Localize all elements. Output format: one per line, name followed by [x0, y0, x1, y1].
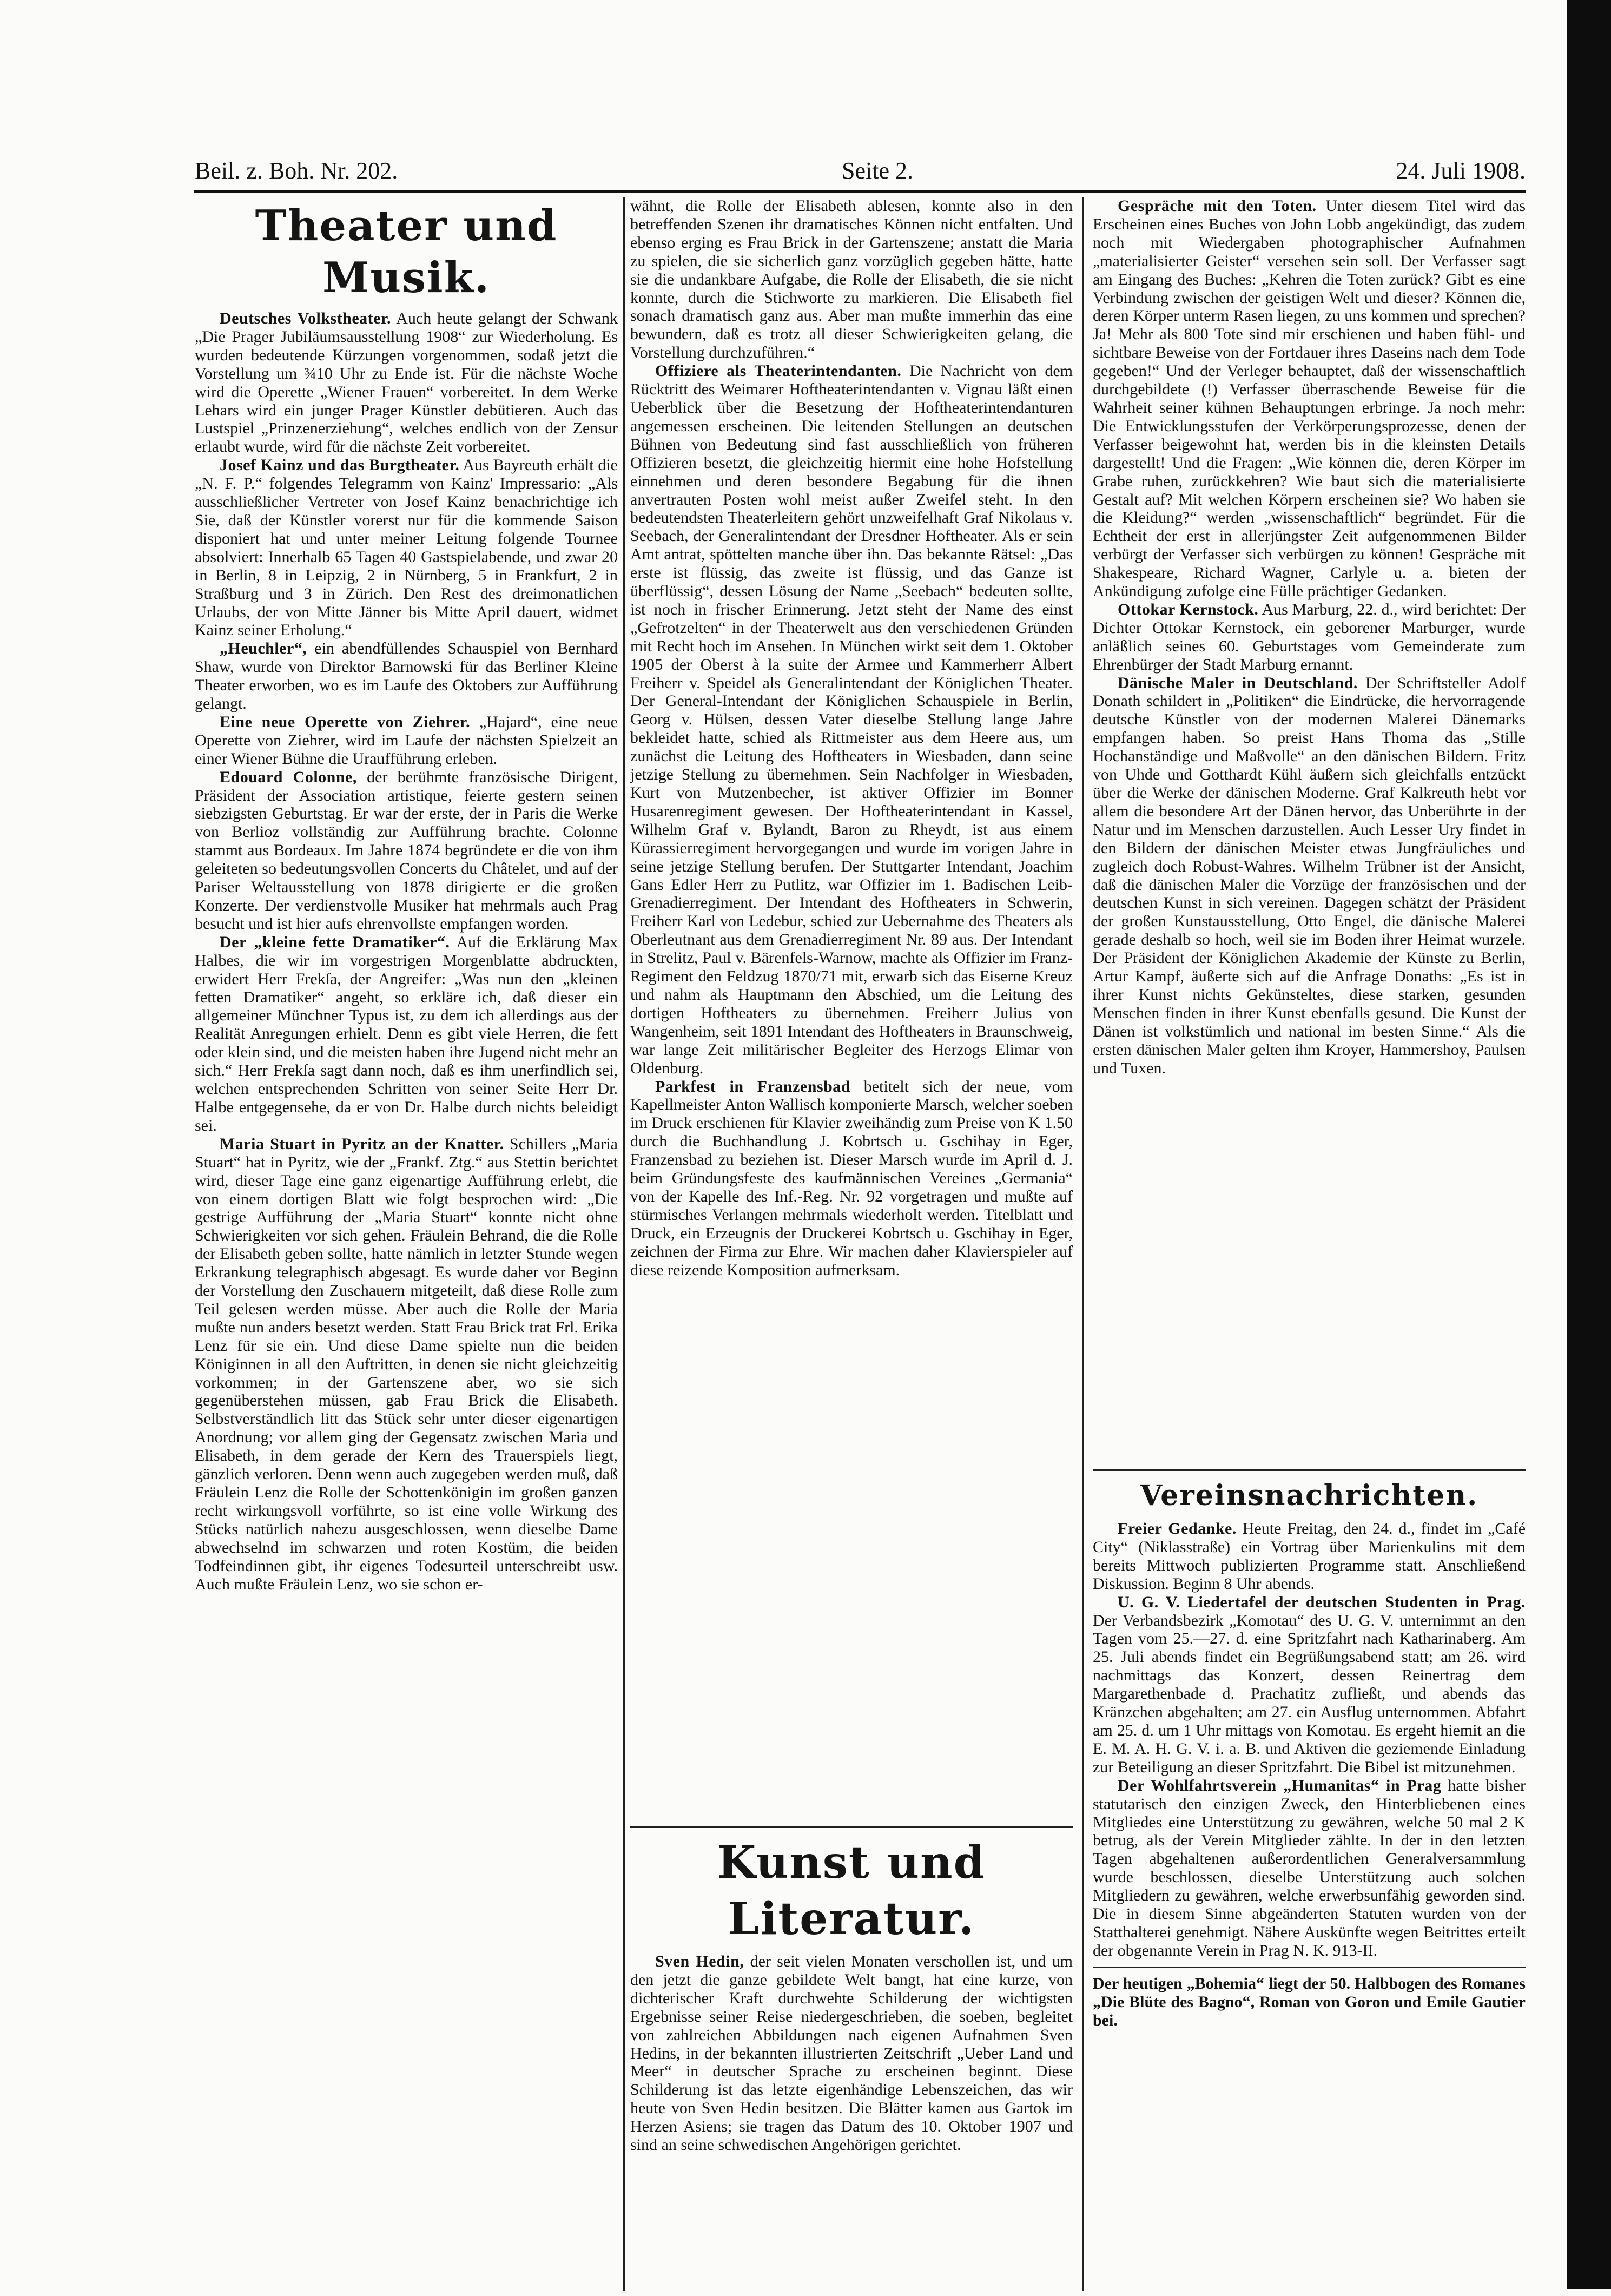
- article-text: der seit vielen Monaten verschollen ist, und um den jetzt die ganze gebildete Welt bangt, hat eine kurze, von dichterischer Kraft durchwehte Schilderung der wichtigsten Ergebnisse seiner Reise niedergeschrieben, die soeben, begleitet von zahlreichen Abbildungen nach eigenen Aufnahmen Sven Hedins, in der bekannten illustrierten Zeitschrift „Ueber Land und Meer“ in deutscher Sprache zu erscheinen beginnt. Diese Schilderung ist das letzte eigenhändige Lebenszeichen, das wir heute von Sven Hedin besitzen. Die Blätter kamen aus Gartok im Herzen Asiens; sie tragen das Datum des 10. Oktober 1907 und sind an seine schwedischen Angehörigen gerichtet.: [630, 1952, 1073, 2154]
- article-heading: Edouard Colonne,: [220, 768, 357, 786]
- article-heading: Gespräche mit den Toten.: [1118, 197, 1317, 215]
- article-text: der berühmte französische Dirigent, Präsident der Association artistique, feierte gestern seinen siebzigsten Geburtstag. Er war der erste, der in Paris die Werke von Berlioz vollständig zur Aufführung brachte. Colonne stammt aus Bordeaux. Im Jahre 1874 begründete er die von ihm geleiteten so bedeutungsvollen Concerts du Châtelet, und auf der Pariser Weltausstellung von 1878 dirigierte er die großen Konzerte. Der verdienstvolle Musiker hat mehrmals auch Prag besucht und ist hier aufs ehrenvollste empfangen worden.: [195, 768, 618, 933]
- article-heading: Freier Gedanke.: [1118, 1520, 1237, 1538]
- article-text: Die Nachricht von dem Rücktritt des Weimarer Hoftheaterintendanten v. Vignau läßt einen Ueberblick über die Besetzung der Hoftheaterintendanturen angemessen erscheinen. Die leitenden Stellungen an deutschen Bühnen von Bedeutung sind fast ausschließlich von früheren Offizieren besetzt, die gleichzeitig hiermit eine hohe Hofstellung einnehmen und deren besondere Begabung für die ihnen anvertrauten Posten wohl meist außer Zweifel steht. In den bedeutendsten Theaterleitern gehört unzweifelhaft Graf Nikolaus v. Seebach, der Generalintendant der Dresdner Hoftheater. Als er sein Amt antrat, spöttelten manche über ihn. Das bekannte Rätsel: „Das erste ist flüssig, das zweite ist flüssig, und das Ganze ist überflüssig“, dessen Lösung der Name „Seebach“ bedeuten sollte, ist noch in frischer Erinnerung. Jetzt steht der Name des einst „Gefrotzelten“ in der Theaterwelt aus den verschiedenen Gründen mit Recht hoch im Ansehen. In München wirkt seit dem 1. Oktober 1905 der Oberst à la suite der Armee und Kammerherr Albert Freiherr v. Speidel als Generalintendant der Königlichen Theater. Der General-Intendant der Königlichen Schauspiele in Berlin, Georg v. Hülsen, dessen Vater dieselbe Stellung lange Jahre bekleidet hatte, schied als Rittmeister aus dem Heere aus, um zunächst die Leitung des Hoftheaters in Wiesbaden, dann seine jetzige Stellung zu übernehmen. Sein Nachfolger in Wiesbaden, Kurt von Mutzenbecher, ist aktiver Offizier im Bonner Husarenregiment gewesen. Der Hoftheaterintendant in Kassel, Wilhelm Graf v. Bylandt, Baron zu Rheydt, ist aus einem Kürassierregiment hervorgegangen und wurde im vorigen Jahre in seine jetzige Stellung berufen. Der Stuttgarter Intendant, Joachim Gans Edler Herr zu Putlitz, war Offizier im 1. Badischen Leib-Grenadierregiment. Der Intendant des Hoftheaters in Schwerin, Freiherr Karl von Ledebur, schied zur Uebernahme des Theaters als Oberleutnant aus dem Grenadierregiment Nr. 89 aus. Der Intendant in Strelitz, Paul v. Bärenfels-Warnow, machte als Offizier im Franz-Regiment den Feldzug 1870/71 mit, erwarb sich das Eiserne Kreuz und nahm als Hauptmann den Abschied, um die Leitung des dortigen Hoftheaters zu übernehmen. Freiherr Julius von Wangenheim, seit 1891 Intendant des Hoftheaters in Braunschweig, war lange Zeit militärischer Begleiter des Herzogs Elimar von Oldenburg.: [630, 362, 1073, 1077]
- section-rule: [630, 1826, 1073, 1828]
- article-heading: Maria Stuart in Pyritz an der Knatter.: [220, 1134, 504, 1153]
- article-text: Der Verbandsbezirk „Komotau“ des U. G. V. unternimmt an den Tagen vom 25.—27. d. eine Spritzfahrt nach Katharinaberg. Am 25. Juli abends findet ein Begrüßungsabend statt; am 26. wird nachmittags das Konzert, dessen Reinertrag dem Margarethenbade d. Prachatitz zufließt, und abends das Kränzchen abgehalten; am 27. ein Ausflug unternommen. Abfahrt am 25. d. um 1 Uhr mittags von Komotau. Es ergeht hiemit an die E. M. A. H. G. V. i. a. B. und Aktiven die geziemende Einladung zur Beteiligung an dieser Spritzfahrt. Die Bibel ist mitzunehmen.: [1093, 1611, 1526, 1776]
- column-divider-1: [623, 197, 625, 2291]
- article: [1093, 1593, 1526, 1777]
- article: [195, 456, 618, 639]
- article-heading: Josef Kainz und das Burgtheater.: [220, 456, 460, 474]
- article-text: betitelt sich der neue, vom Kapellmeister Anton Wallisch komponierte Marsch, welcher soeben im Druck erschienen für Klavier zweihändig zum Preise von K 1.50 durch die Buchhandlung J. Kobrtsch u. Gschihay in Eger, Franzensbad zu beziehen ist. Dieser Marsch wurde im April d. J. beim Gründungsfeste des kaufmännischen Vereines „Germania“ von der Kapelle des Inf.-Reg. Nr. 92 vorgetragen und mußte auf stürmisches Verlangen mehrmals wiederholt werden. Titelblatt und Druck, ein Erzeugnis der Druckerei Kobrtsch u. Gschihay in Eger, zeichnen der Firma zur Ehre. Wir machen daher Klavierspieler auf diese reizende Komposition aufmerksam.: [630, 1077, 1073, 1279]
- article-text: Der Schriftsteller Adolf Donath schildert in „Politiken“ die Eindrücke, die hervorragende deutsche Künstler von der modernen Malerei Dänemarks empfangen haben. So preist Hans Thoma das „Stille Hochanständige und Maßvolle“ an den dänischen Bildern. Fritz von Uhde und Gotthardt Kühl äußern sich gleichfalls entzückt über die Werke der dänischen Moderne. Graf Kalkreuth hebt vor allem die besondere Art der Dänen hervor, das Unberührte in der Natur und im Menschen darzustellen. Auch Lesser Ury findet in den Bildern der dänischen Meister etwas Jungfräuliches und zugleich doch Robust-Wahres. Wilhelm Trübner ist der Ansicht, daß die dänischen Maler die Vorzüge der französischen und der deutschen Kunst in sich vereinen. Dagegen schätzt der Präsident der großen Kunstausstellung, Otto Engel, die dänische Malerei gerade deshalb so hoch, weil sie im Boden ihrer Heimat wurzele. Der Präsident der Königlichen Akademie der Künste zu Berlin, Artur Kampf, äußerte sich auf die Anfrage Donaths: „Es ist in ihrer Kunst nichts Gekünsteltes, diese starken, gesunden Menschen finden in ihrer Kunst ebenfalls gesund. Die Kunst der Dänen ist volkstümlich und national im besten Sinne.“ Als die ersten dänischen Maler gelten ihm Kroyer, Hammershoy, Paulsen und Tuxen.: [1093, 674, 1526, 1077]
- column-3: [1093, 197, 1526, 2296]
- article: [195, 309, 618, 456]
- article-heading: „Heuchler“,: [220, 639, 307, 658]
- article-heading: Offiziere als Theaterintendanten.: [655, 362, 902, 380]
- article-text: ein abendfüllendes Schauspiel von Bernhard Shaw, wurde von Direktor Barnowski für das Berliner Kleine Theater erworben, wo es im Laufe des Oktobers zur Aufführung gelangt.: [195, 639, 618, 713]
- article: [195, 768, 618, 933]
- notice-rule: [1093, 1967, 1526, 1968]
- article-text: Auf die Erklärung Max Halbes, die wir im vorgestrigen Morgenblatte abdruckten, erwidert Herr Frekſa, der Angreifer: „Was nun den „kleinen fetten Dramatiker“ angeht, so erkläre ich, daß dieser ein allgemeiner Münchner Typus ist, zu dem ich allerdings aus der Realität Anregungen erhielt. Denn es gibt viele Herren, die fett oder klein sind, und die meisten haben ihre Jugend nicht mehr an sich.“ Herr Frekſa sagt dann noch, daß es ihm unerfindlich sei, welchen entsprechenden Schritten von seiner Seite Herr Dr. Halbe entgegensehe, da er von Dr. Halbe durch nichts beleidigt sei.: [195, 933, 618, 1134]
- section-rule: [1093, 1469, 1526, 1471]
- supplement-notice: Der heutigen „Bohemia“ liegt der 50. Halbbogen des Romanes „Die Blüte des Bagno“, Roman von Goron und Emile Gautier bei.: [1093, 1974, 1526, 2029]
- article-text: Unter diesem Titel wird das Erscheinen eines Buches von John Lobb angekündigt, das zudem noch mit Wiedergaben photographischer Aufnahmen „materialisierter Geister“ versehen sein soll. Der Verfasser sagt am Eingang des Buches: „Kehren die Toten zurück? Gibt es eine Verbindung zwischen der geistigen Welt und dieser? Können die, deren Körper unterm Rasen liegen, zu uns kommen und sprechen? Ja! Mehr als 800 Tote sind mir erschienen und haben fühl- und sichtbare Beweise von der Fortdauer ihres Daseins nach dem Tode gegeben!“ Und der Verleger behauptet, daß der wissenschaftlich durchgebildete (!) Verfasser überraschende Beweise für die Wahrheit seiner kühnen Behauptungen erbringe. Ja noch mehr: Die Entwicklungsstufen der Verkörperungsprozesse, denen der Verfasser beigewohnt hat, werden bis in die kleinsten Details dargestellt! Und die Fragen: „Wie können die, deren Körper im Grabe ruhen, zurückkehren? Wie baut sich die materialisierte Gestalt auf? Mit welchen Körpern erscheinen sie? Wo haben sie die Kleidung?“ werden „wissenschaftlich“ begründet. Für die Echtheit der erst in allerjüngster Zeit aufgenommenen Bilder verbürgt der Verfasser sich verbürgen zu können! Gespräche mit Shakespeare, Richard Wagner, Carlyle u. a. bieten der Ankündigung zufolge eine Fülle prächtiger Gedanken.: [1093, 197, 1526, 601]
- header-issue: Beil. z. Boh. Nr. 202.: [195, 157, 398, 184]
- article-heading: U. G. V. Liedertafel der deutschen Studenten in Prag.: [1118, 1593, 1526, 1611]
- article-heading: Parkfest in Franzensbad: [655, 1077, 850, 1096]
- article-heading: Dänische Maler in Deutschland.: [1118, 674, 1358, 692]
- column-3-lower-articles: [1093, 1520, 1526, 1960]
- page-header: [194, 157, 1526, 189]
- article-text: Aus Bayreuth erhält die „N. F. P.“ folgendes Telegramm von Kainz' Impressario: „Als ausschließlicher Vertreter von Josef Kainz benachrichtige ich Sie, daß der Künstler vorerst nur für die kommende Saison disponiert hat und unter meiner Leitung folgende Tournee absolviert: Innerhalb 65 Tagen 40 Gastspielabende, und zwar 20 in Berlin, 8 in Leipzig, 2 in Nürnberg, 5 in Frankfurt, 2 in Straßburg und 3 in Zürich. Den Rest des dreimonatlichen Urlaubs, der von Mitte Jänner bis Mitte April dauert, widmet Kainz seiner Erholung.“: [195, 456, 618, 639]
- article: [195, 933, 618, 1135]
- article: [1093, 601, 1526, 674]
- column-1: [195, 197, 618, 2296]
- article-text: Schillers „Maria Stuart“ hat in Pyritz, wie der „Frankf. Ztg.“ aus Stettin berichtet wird, dieser Tage eine ganz eigenartige Aufführung erlebt, die von einem dortigen Blatt wie folgt besprochen wird: „Die gestrige Aufführung der „Maria Stuart“ konnte nicht ohne Schwierigkeiten vor sich gehen. Fräulein Behrand, die die Rolle der Elisabeth geben sollte, hatte nämlich in letzter Stunde wegen Erkrankung telegraphisch abgesagt. Es wurde daher vor Beginn der Vorstellung den Zuschauern mitgeteilt, daß diese Rolle zum Teil gelesen werden müsse. Aber auch die Rolle der Maria mußte nun anders besetzt werden. Statt Frau Brick trat Frl. Erika Lenz für sie ein. Und diese Dame spielte nun die beiden Königinnen in all den Auftritten, in denen sie nicht gleichzeitig vorkommen; in der Gartenszene aber, wo sie sich gegenüberstehen müssen, gab Frau Brick die Elisabeth. Selbstverständlich litt das Stück sehr unter dieser eigenartigen Anordnung; vor allem ging der Gegensatz zwischen Maria und Elisabeth, in dem gerade der Kern des Trauerspiels liegt, gänzlich verloren. Denn wenn auch zugegeben werden muß, daß Fräulein Lenz die Rolle der Schottenkönigin im großen ganzen recht wirkungsvoll vorführte, so ist eine volle Wirkung des Stücks natürlich nahezu ausgeschlossen, wenn dieselbe Dame abwechselnd im schwarzen und roten Kostüm, die beiden Todfeindinnen gibt, ihr eigenes Todesurteil unterschreibt usw. Auch mußte Fräulein Lenz, wo sie schon er-: [195, 1134, 618, 1593]
- header-rule: [194, 190, 1526, 193]
- column-2: [630, 197, 1073, 2296]
- article: [630, 197, 1073, 362]
- article: [1093, 1777, 1526, 1960]
- article: [630, 362, 1073, 1077]
- column-2-lower-articles: [630, 1952, 1073, 2154]
- column-divider-2: [1082, 197, 1084, 2291]
- section-title-theater: Theater und Musik.: [255, 201, 558, 302]
- article: [195, 1135, 618, 1594]
- article: [195, 639, 618, 713]
- article-text: hatte bisher statutarisch den einzigen Zweck, den Hinterbliebenen eines Mitgliedes eine Unterstützung zu gewähren, welche 50 mal 2 K betrug, als der Verein Mitglieder zählte. In der in den letzten Tagen abgehaltenen außerordentlichen Generalversammlung wurde beschlossen, dieselbe Unterstützung auch solchen Mitgliedern zu gewähren, welche erwerbsunfähig geworden sind. Die in diesem Sinne abgeänderten Statuten wurden von der Statthalterei genehmigt. Nähere Auskünfte wegen Beitrittes erteilt der obgenannte Verein in Prag N. K. 913-II.: [1093, 1776, 1526, 1959]
- article-heading: Sven Hedin,: [655, 1952, 744, 1970]
- article-text: Aus Marburg, 22. d., wird berichtet: Der Dichter Ottokar Kernstock, ein geborener Marburger, wurde anläßlich seines 60. Geburtstages vom Gemeinderate zum Ehrenbürger der Stadt Marburg ernannt.: [1093, 600, 1526, 674]
- article-heading: Deutsches Volkstheater.: [220, 309, 392, 327]
- article-text: wähnt, die Rolle der Elisabeth ablesen, konnte also in den betreffenden Szenen ihr dramatisches Können nicht entfalten. Und ebenso erging es Frau Brick in der Gartenszene; anstatt die Maria zu spielen, die sie sicherlich ganz vorzüglich gegeben hätte, hatte sie die undankbare Aufgabe, die Rolle der Elisabeth, die sie nicht konnte, durch die Stichworte zu markieren. Die Elisabeth fiel sonach dramatisch ganz aus. Aber man mußte immerhin das eine bewundern, daß es trotz all dieser Schwierigkeiten gelang, die Vorstellung durchzuführen.“: [630, 197, 1073, 362]
- article: [1093, 197, 1526, 601]
- article-heading: Eine neue Operette von Ziehrer.: [220, 712, 471, 731]
- column-3-articles: [1093, 197, 1526, 1463]
- article-text: „Hajard“, eine neue Operette von Ziehrer, wird im Laufe der nächsten Spielzeit an einer Wiener Bühne die Uraufführung erleben.: [195, 712, 618, 768]
- section-title-vereine: Vereinsnachrichten.: [1140, 1479, 1478, 1512]
- article: [1093, 674, 1526, 1078]
- article-text: Auch heute gelangt der Schwank „Die Prager Jubiläumsausstellung 1908“ zur Wiederholung. Es wurden bedeutende Kürzungen vorgenommen, sodaß jetzt die Vorstellung um ¾10 Uhr zu Ende ist. Für die nächste Woche wird die Operette „Wiener Frauen“ vorbereitet. In dem Werke Lehars wird ein junger Prager Künstler debütieren. Auch das Lustspiel „Prinzenerziehung“, welches endlich von der Zensur erlaubt wurde, wird für die nächste Zeit vorbereitet.: [195, 309, 618, 456]
- article-text: Heute Freitag, den 24. d., findet im „Café City“ (Niklasstraße) ein Vortrag über Marienkulins mit dem bereits Mittwoch publizierten Programme statt. Anschließend Diskussion. Beginn 8 Uhr abends.: [1093, 1520, 1526, 1593]
- section-title-kunst: Kunst und Literatur.: [717, 1837, 986, 1945]
- scan-edge: [1567, 0, 1611, 2289]
- article: [630, 1952, 1073, 2154]
- article: [630, 1078, 1073, 1279]
- article-heading: Der Wohlfahrtsverein „Humanitas“ in Prag: [1118, 1776, 1442, 1794]
- header-date: 24. Juli 1908.: [1396, 157, 1526, 184]
- column-1-articles: [195, 309, 618, 1593]
- article-heading: Der „kleine fette Dramatiker“.: [220, 933, 450, 951]
- column-2-articles: [630, 197, 1073, 1820]
- header-page-number: Seite 2.: [842, 157, 913, 184]
- article: [1093, 1520, 1526, 1593]
- article-heading: Ottokar Kernstock.: [1118, 600, 1259, 618]
- article: [195, 713, 618, 768]
